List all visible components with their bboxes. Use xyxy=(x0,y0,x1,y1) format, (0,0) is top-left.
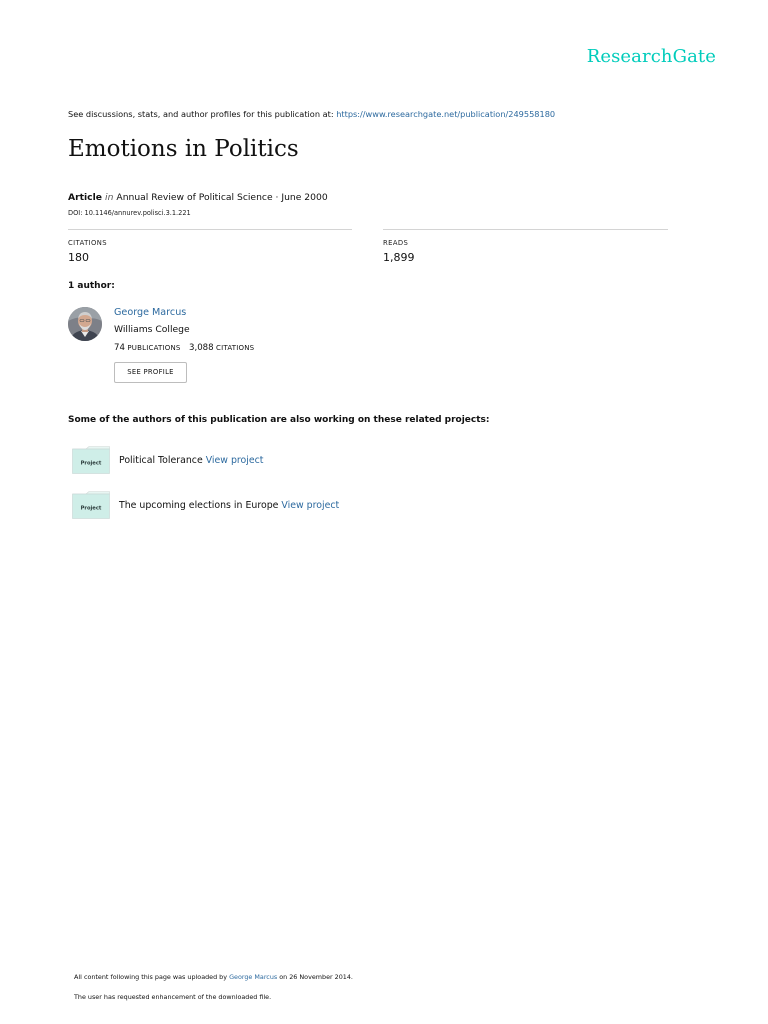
project-folder-icon[interactable] xyxy=(72,446,110,474)
publication-in: in xyxy=(105,192,114,203)
view-project-link[interactable]: View project xyxy=(281,500,340,511)
citations-value: 180 xyxy=(68,251,89,264)
publication-link[interactable]: https://www.researchgate.net/publication/249558180 xyxy=(336,109,556,119)
discussion-prefix: See discussions, stats, and author profiles for this publication at: xyxy=(68,109,337,119)
divider-reads xyxy=(383,229,668,230)
upload-note-date: on 26 November 2014. xyxy=(277,973,353,981)
page-title: Emotions in Politics xyxy=(68,136,299,162)
related-projects-heading: Some of the authors of this publication are also working on these related projects: xyxy=(68,415,490,425)
enhancement-note: The user has requested enhancement of the downloaded file. xyxy=(74,993,272,1001)
publication-meta xyxy=(68,192,328,203)
project-icon-label: Project xyxy=(80,460,102,467)
divider-citations xyxy=(68,229,352,230)
publication-venue: Annual Review of Political Science · June 2000 xyxy=(116,192,328,203)
discussion-bar xyxy=(68,109,555,119)
avatar[interactable] xyxy=(68,307,102,341)
author-institution: Williams College xyxy=(114,324,190,335)
project-name: Political Tolerance xyxy=(119,455,203,466)
project-item xyxy=(119,500,339,511)
view-project-link[interactable]: View project xyxy=(205,455,264,466)
project-folder-icon[interactable] xyxy=(72,491,110,519)
publication-type: Article xyxy=(68,192,103,203)
author-stats xyxy=(114,343,254,353)
author-publications-label: PUBLICATIONS xyxy=(127,344,181,352)
publication-doi: DOI: 10.1146/annurev.polisci.3.1.221 xyxy=(68,209,191,217)
author-photo-icon xyxy=(68,307,102,341)
authors-heading: 1 author: xyxy=(68,281,115,291)
citations-label: CITATIONS xyxy=(68,239,108,247)
upload-note xyxy=(74,973,353,981)
project-icon-label: Project xyxy=(80,505,102,512)
reads-value: 1,899 xyxy=(383,251,415,264)
reads-label: READS xyxy=(383,239,409,247)
author-citations-count: 3,088 xyxy=(189,343,214,353)
see-profile-button[interactable]: SEE PROFILE xyxy=(114,362,187,383)
author-publications-count: 74 xyxy=(114,343,125,353)
upload-note-prefix: All content following this page was uploaded by xyxy=(74,973,230,981)
author-name-link[interactable]: George Marcus xyxy=(114,307,187,318)
author-citations-label: CITATIONS xyxy=(216,344,255,352)
project-item xyxy=(119,455,263,466)
researchgate-logo[interactable]: ResearchGate xyxy=(586,46,716,67)
uploader-link[interactable]: George Marcus xyxy=(229,973,278,981)
project-name: The upcoming elections in Europe xyxy=(119,500,279,511)
